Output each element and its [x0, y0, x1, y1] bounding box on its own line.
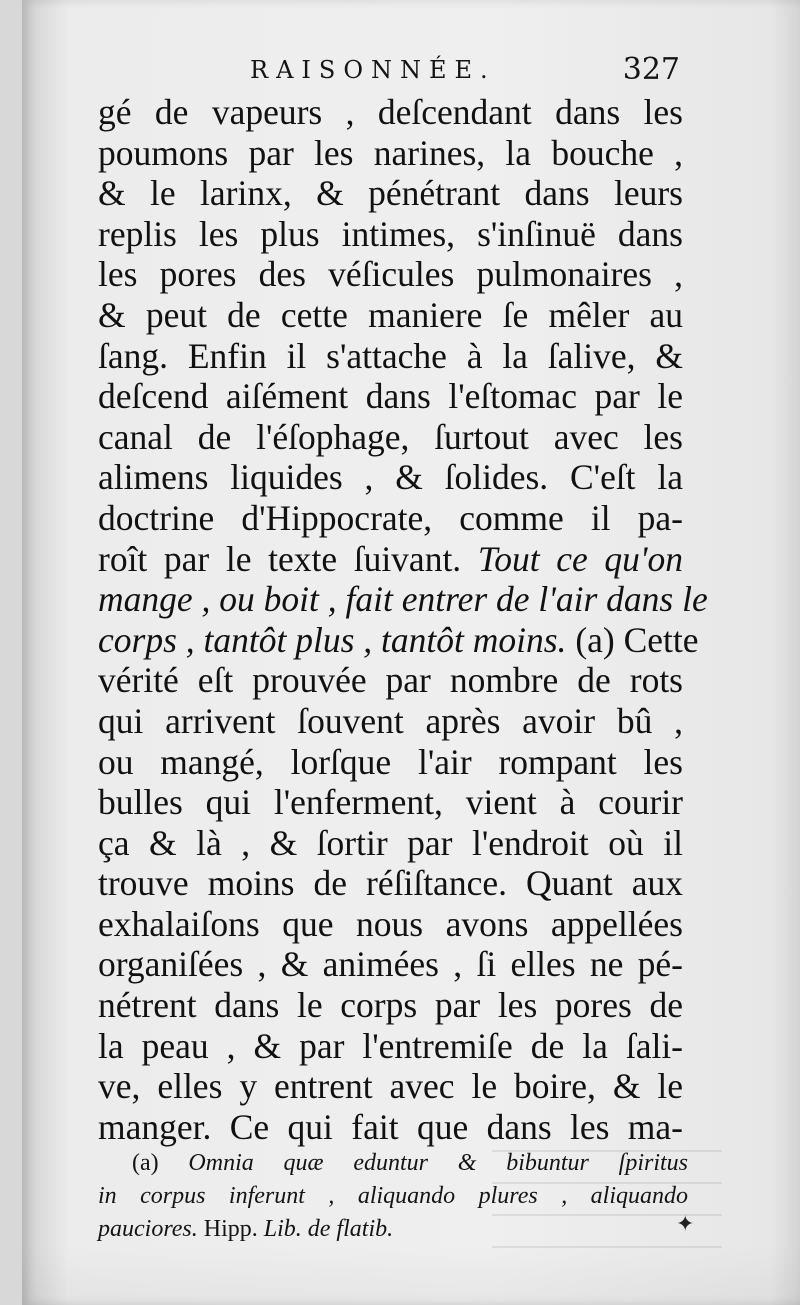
footnote-text: pauciores.	[98, 1216, 198, 1242]
italic-quotation: Tout ce qu'on	[477, 538, 684, 579]
text-line: ou mangé, lorſque l'air rompant les	[98, 741, 683, 782]
text-line: qui arrivent ſouvent après avoir bû ,	[98, 700, 683, 741]
text-line: ve, elles y entrent avec le boire, & le	[98, 1066, 683, 1107]
footnote-text: Omnia quæ eduntur & bibuntur ſpiritus	[188, 1150, 688, 1176]
text-line: manger. Ce qui fait que dans les ma-	[98, 1106, 683, 1147]
text-line: doctrine d'Hippocrate, comme il pa-	[98, 497, 683, 538]
footnote-reference: (a) Cette	[566, 619, 699, 660]
text-line: & le larinx, & pénétrant dans leurs	[98, 173, 683, 214]
ink-blot-mark: ✦	[676, 1212, 695, 1237]
footnote-line	[98, 1147, 688, 1180]
body-text	[98, 92, 708, 1147]
italic-quotation: corps , tantôt plus , tantôt moins.	[98, 619, 567, 660]
text-line: la peau , & par l'entremiſe de la ſali-	[98, 1025, 683, 1066]
footnote-line	[98, 1213, 688, 1246]
text-segment: roît par le texte ſuivant.	[98, 538, 462, 579]
text-line-mixed	[98, 619, 699, 661]
running-header	[250, 52, 680, 92]
footnote-citation-title: Lib. de flatib.	[263, 1216, 394, 1242]
italic-quotation-line: mange , ou boit , fait entrer de l'air dans le	[98, 579, 708, 620]
text-line: vérité eſt prouvée par nombre de rots	[98, 660, 683, 701]
text-line: alimens liquides , & ſolides. C'eſt la	[98, 457, 683, 498]
footnote	[98, 1147, 688, 1246]
text-line: ça & là , & ſortir par l'endroit où il	[98, 822, 683, 863]
running-title: RAISONNÉE.	[250, 56, 496, 84]
footnote-line: in corpus inferunt , aliquando plures , aliquando	[98, 1183, 688, 1209]
text-line: & peut de cette maniere ſe mêler au	[98, 294, 683, 335]
page-edge-shadow	[770, 0, 800, 1305]
footnote-citation: Hipp.	[197, 1216, 264, 1242]
text-line: deſcend aiſément dans l'eſtomac par le	[98, 376, 683, 417]
text-line-mixed	[98, 539, 683, 580]
text-line: exhalaiſons que nous avons appellées	[98, 903, 683, 944]
text-line: gé de vapeurs , deſcendant dans les	[98, 92, 683, 132]
footnote-marker: (a)	[132, 1150, 159, 1176]
page-number: 327	[622, 52, 680, 87]
text-line: organiſées , & animées , ſi elles ne pé-	[98, 944, 683, 985]
text-line: bulles qui l'enferment, vient à courir	[98, 782, 683, 823]
text-line: nétrent dans le corps par les pores de	[98, 985, 683, 1026]
text-line: trouve moins de réſiſtance. Quant aux	[98, 863, 683, 904]
text-line: poumons par les narines, la bouche ,	[98, 132, 683, 173]
text-line: canal de l'éſophage, ſurtout avec les	[98, 416, 683, 457]
text-line: replis les plus intimes, s'inſinuë dans	[98, 213, 683, 254]
text-line: ſang. Enfin il s'attache à la ſalive, &	[98, 335, 683, 376]
text-line: les pores des véſicules pulmonaires ,	[98, 254, 683, 295]
